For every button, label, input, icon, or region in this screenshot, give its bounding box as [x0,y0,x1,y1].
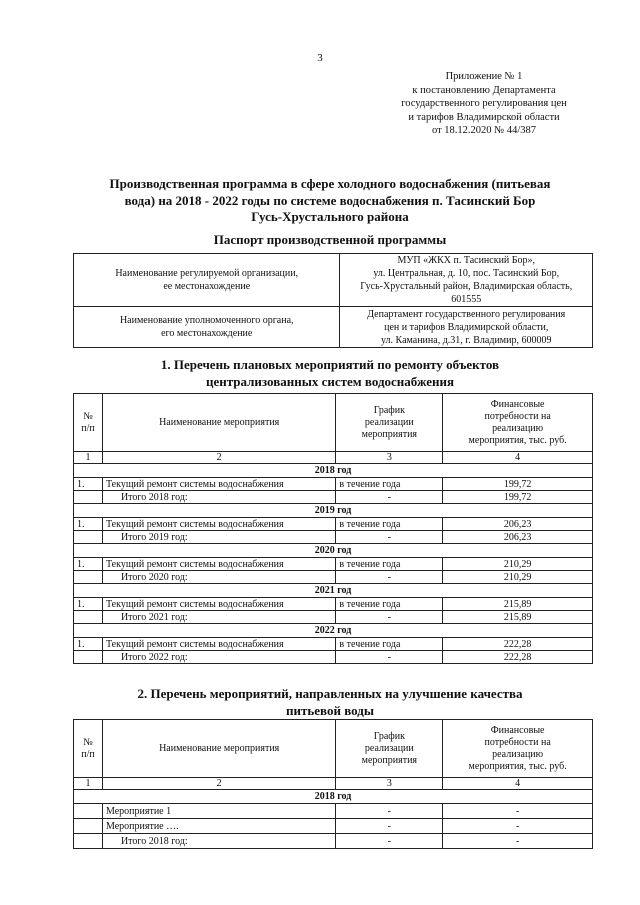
header-financing [443,394,593,452]
total-label: Итого 2020 год: [102,571,335,584]
total-schedule: - [336,571,443,584]
total-schedule: - [336,651,443,664]
appendix-line: и тарифов Владимирской области [408,111,560,123]
passport-table [73,253,593,348]
label-line: ее местонахождение [163,281,251,292]
row-num: 1. [74,598,103,611]
appendix-line: Приложение № 1 [445,71,523,82]
row-num: 1. [74,558,103,571]
header-line: потребности на [484,410,551,422]
total-row [74,491,593,504]
year-label: 2021 год [74,584,593,598]
header-line: № [83,410,93,422]
row-num: 1. [74,518,103,531]
row-schedule: - [336,819,443,834]
table-row [74,558,593,571]
year-row [74,504,593,518]
title-line: вода) на 2018 - 2022 годы по системе водоснабжения п. Тасинский Бор [124,192,536,208]
table-row [74,478,593,491]
section-title-line: централизованных систем водоснабжения [205,373,455,389]
value-line: 601555 [451,294,482,305]
row-amount: 210,29 [443,558,593,571]
header-num [74,720,103,778]
header-row [74,720,593,778]
header-line: п/п [81,748,95,760]
row-num [74,531,103,544]
row-name: Текущий ремонт системы водоснабжения [102,638,335,651]
total-row [74,834,593,849]
table-row [74,598,593,611]
total-amount: 206,23 [443,531,593,544]
year-row [74,790,593,804]
appendix-line: от 18.12.2020 № 44/387 [431,125,536,137]
total-amount: 222,28 [443,651,593,664]
header-line: потребности на [484,736,551,748]
header-name: Наименование мероприятия [102,720,335,778]
table-row [74,804,593,819]
header-line: мероприятия, тыс. руб. [468,760,567,772]
passport-label-cell [74,254,340,307]
year-row [74,464,593,478]
total-row [74,651,593,664]
row-amount: 199,72 [443,478,593,491]
header-line: мероприятия, тыс. руб. [468,434,567,446]
row-schedule: в течение года [336,518,443,531]
header-name: Наименование мероприятия [102,394,335,452]
header-schedule [336,720,443,778]
table-row [74,638,593,651]
row-schedule: в течение года [336,638,443,651]
row-num [74,804,103,819]
header-row [74,394,593,452]
table-row [74,254,593,307]
row-schedule: в течение года [336,478,443,491]
value-line: Департамент государственного регулирования [367,308,566,320]
header-line: № [83,736,93,748]
label-line: Наименование уполномоченного органа, [119,315,294,326]
row-name: Текущий ремонт системы водоснабжения [102,558,335,571]
column-number: 1 [74,778,103,790]
value-line: ул. Центральная, д. 10, пос. Тасинский Бор, [373,268,560,279]
year-row [74,584,593,598]
column-number: 2 [102,778,335,790]
section-title-line: 1. Перечень плановых мероприятий по ремонту объектов [160,357,500,372]
column-number-row [74,452,593,464]
table-row [74,819,593,834]
column-number: 3 [336,778,443,790]
total-label: Итого 2019 год: [102,531,335,544]
total-label: Итого 2022 год: [102,651,335,664]
section2-title [40,686,620,719]
value-line: МУП «ЖКХ п. Тасинский Бор», [397,255,536,266]
label-line: Наименование регулируемой организации, [115,268,299,279]
column-number: 3 [336,452,443,464]
year-label: 2018 год [74,790,593,804]
header-line: График [373,404,405,416]
label-line: его местонахождение [161,328,253,339]
passport-heading: Паспорт производственной программы [213,232,447,247]
header-line: График [373,730,405,742]
header-line: п/п [81,422,95,434]
year-row [74,624,593,638]
total-schedule: - [336,491,443,504]
appendix-line: государственного регулирования цен [401,98,567,110]
header-financing [443,720,593,778]
total-amount: 199,72 [443,491,593,504]
row-num: 1. [74,638,103,651]
page-number: 3 [317,52,323,64]
total-amount: - [443,834,593,849]
header-num [74,394,103,452]
total-label: Итого 2018 год: [102,491,335,504]
year-row [74,544,593,558]
header-schedule [336,394,443,452]
table-row [74,518,593,531]
total-schedule: - [336,531,443,544]
total-label: Итого 2021 год: [102,611,335,624]
passport-value-cell [340,254,593,307]
total-row [74,571,593,584]
year-label: 2018 год [74,464,593,478]
row-num [74,834,103,849]
row-num [74,651,103,664]
year-label: 2020 год [74,544,593,558]
row-num [74,819,103,834]
column-number: 4 [443,452,593,464]
section1-title [40,357,620,390]
appendix-block [384,70,584,138]
row-schedule: в течение года [336,558,443,571]
section-title-line: питьевой воды [286,702,374,718]
total-schedule: - [336,834,443,849]
row-amount: 222,28 [443,638,593,651]
row-name: Мероприятие …. [102,819,335,834]
row-amount: 206,23 [443,518,593,531]
row-amount: - [443,804,593,819]
document-title [40,176,620,226]
title-line: Производственная программа в сфере холодного водоснабжения (питьевая [109,176,551,191]
row-amount: 215,89 [443,598,593,611]
header-line: реализацию [492,422,544,434]
header-line: реализации [364,742,414,754]
column-number-row [74,778,593,790]
row-schedule: в течение года [336,598,443,611]
total-amount: 215,89 [443,611,593,624]
column-number: 1 [74,452,103,464]
section2-table [73,719,593,849]
total-row [74,611,593,624]
row-name: Мероприятие 1 [102,804,335,819]
passport-value-cell [340,307,593,348]
header-line: мероприятия [361,754,418,766]
total-label: Итого 2018 год: [102,834,335,849]
row-name: Текущий ремонт системы водоснабжения [102,518,335,531]
value-line: Гусь-Хрустальный район, Владимирская область, [360,281,573,292]
passport-label-cell [74,307,340,348]
row-amount: - [443,819,593,834]
row-schedule: - [336,804,443,819]
header-line: Финансовые [490,398,545,410]
title-line: Гусь-Хрустального района [251,209,409,224]
header-line: Финансовые [490,724,545,736]
row-num [74,491,103,504]
header-line: реализацию [492,748,544,760]
section-title-line: 2. Перечень мероприятий, направленных на улучшение качества [137,686,523,701]
year-label: 2019 год [74,504,593,518]
row-name: Текущий ремонт системы водоснабжения [102,598,335,611]
row-num [74,571,103,584]
value-line: цен и тарифов Владимирской области, [384,321,549,333]
column-number: 4 [443,778,593,790]
year-label: 2022 год [74,624,593,638]
appendix-line: к постановлению Департамента [412,84,556,96]
total-row [74,531,593,544]
row-num [74,611,103,624]
value-line: ул. Каманина, д.31, г. Владимир, 600009 [380,334,552,346]
header-line: реализации [364,416,414,428]
row-num: 1. [74,478,103,491]
column-number: 2 [102,452,335,464]
table-row [74,307,593,348]
header-line: мероприятия [361,428,418,440]
total-schedule: - [336,611,443,624]
section1-table [73,393,593,664]
row-name: Текущий ремонт системы водоснабжения [102,478,335,491]
total-amount: 210,29 [443,571,593,584]
